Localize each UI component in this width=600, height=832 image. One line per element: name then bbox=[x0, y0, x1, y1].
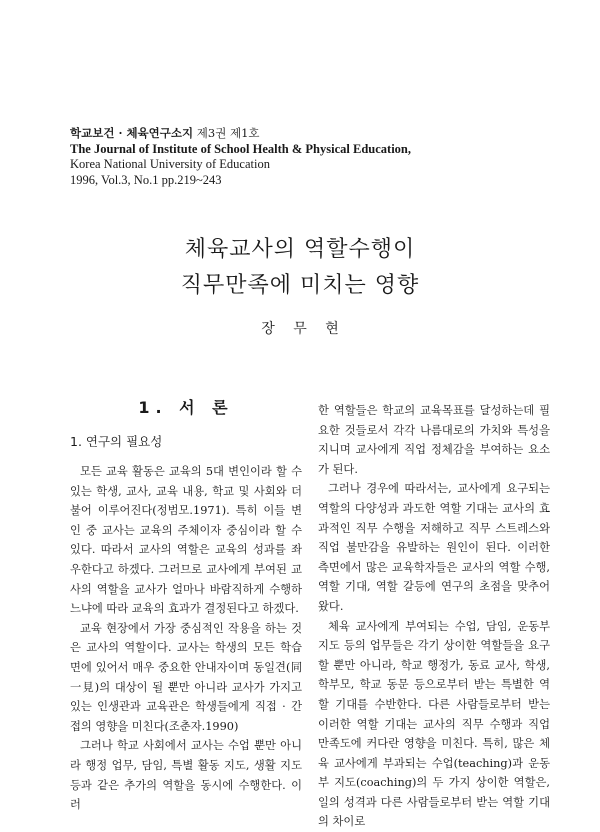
journal-info bbox=[70, 126, 411, 188]
paragraph: 그러나 학교 사회에서 교사는 수업 뿐만 아니라 행정 업무, 담임, 특별 활동 지도, 생활 지도 등과 같은 추가의 역할을 동시에 수행한다. 이러 bbox=[70, 739, 302, 812]
paper-title-line-2: 직무만족에 미치는 영향 bbox=[180, 273, 420, 298]
journal-name-korean: 학교보건 · 체육연구소지 bbox=[70, 126, 194, 140]
author-name: 장 무 현 bbox=[261, 321, 339, 337]
journal-citation: 1996, Vol.3, No.1 pp.219~243 bbox=[70, 172, 222, 187]
subsection-heading: 1. 연구의 필요성 bbox=[70, 434, 163, 449]
paragraph: 체육 교사에게 부여되는 수업, 담임, 운동부 지도 등의 업무들은 각기 상이한 역할들을 요구할 뿐만 아니라, 학교 행정가, 동료 교사, 학생, 학부모, 학교 동문 등으로부터 받는 특별한 역할 기대를 수반한다. 다른 사람들로부터 받는 이러한 역할 기대는 교사의 직무 수행과 직업 만족도에 커다란 영향을 미친다. 특히, 많은 체육 교사에게 부과되는 수업(teaching)과 운동부 지도(coaching)의 두 가지 상이한 역할은, 일의 성격과 다른 사람들로부터 받는 역할 기대의 차이로 bbox=[318, 619, 550, 829]
left-column bbox=[70, 398, 302, 815]
paragraph: 모든 교육 활동은 교육의 5대 변인이라 할 수 있는 학생, 교사, 교육 내용, 학교 및 사회와 더불어 이루어진다(정범모.1971). 특히 이들 변인 중 교사는 교육의 주체이자 중심이라 할 수 있다. 따라서 교사의 역할은 교육의 성과를 좌우한다고 하겠다. 그러므로 교사에게 부여된 교사의 역할을 교사가 얼마나 바람직하게 수행하느냐에 따라 교육의 효과가 결정된다고 하겠다. bbox=[70, 465, 302, 616]
journal-title-english: The Journal of Institute of School Health & Physical Education, bbox=[70, 141, 411, 156]
journal-volume-korean: 제3권 제1호 bbox=[196, 126, 260, 140]
paper-title-line-1: 체육교사의 역할수행이 bbox=[184, 237, 416, 262]
paragraph: 교육 현장에서 가장 중심적인 작용을 하는 것은 교사의 역할이다. 교사는 학생의 모든 학습면에 있어서 매우 중요한 안내자이며 동일견(同一見)의 대상이 될 뿐만 아니라 교사가 가지고 있는 인생관과 교육관은 학생들에게 직접 · 간접의 영향을 미친다(조춘자.1990) bbox=[70, 621, 302, 733]
journal-title-korean bbox=[70, 126, 411, 142]
paragraph: 한 역할들은 학교의 교육목표를 달성하는데 필요한 것들로서 각각 나름대로의 가치와 특성을 지니며 교사에게 직업 정체감을 부여하는 요소가 된다. bbox=[318, 404, 550, 476]
right-column bbox=[318, 401, 550, 832]
paper-title bbox=[0, 232, 600, 304]
journal-publisher: Korea National University of Education bbox=[70, 157, 270, 171]
section-heading: 1. 서 론 bbox=[138, 398, 234, 417]
paragraph: 그러나 경우에 따라서는, 교사에게 요구되는 역할의 다양성과 과도한 역할 기대는 교사의 효과적인 직무 수행을 저해하고 직무 스트레스와 직업 불만감을 유발하는 원인이 된다. 이러한 측면에서 많은 교육학자들은 교사의 역할 수행, 역할 기대, 역할 갈등에 연구의 초점을 맞추어 왔다. bbox=[318, 482, 550, 613]
